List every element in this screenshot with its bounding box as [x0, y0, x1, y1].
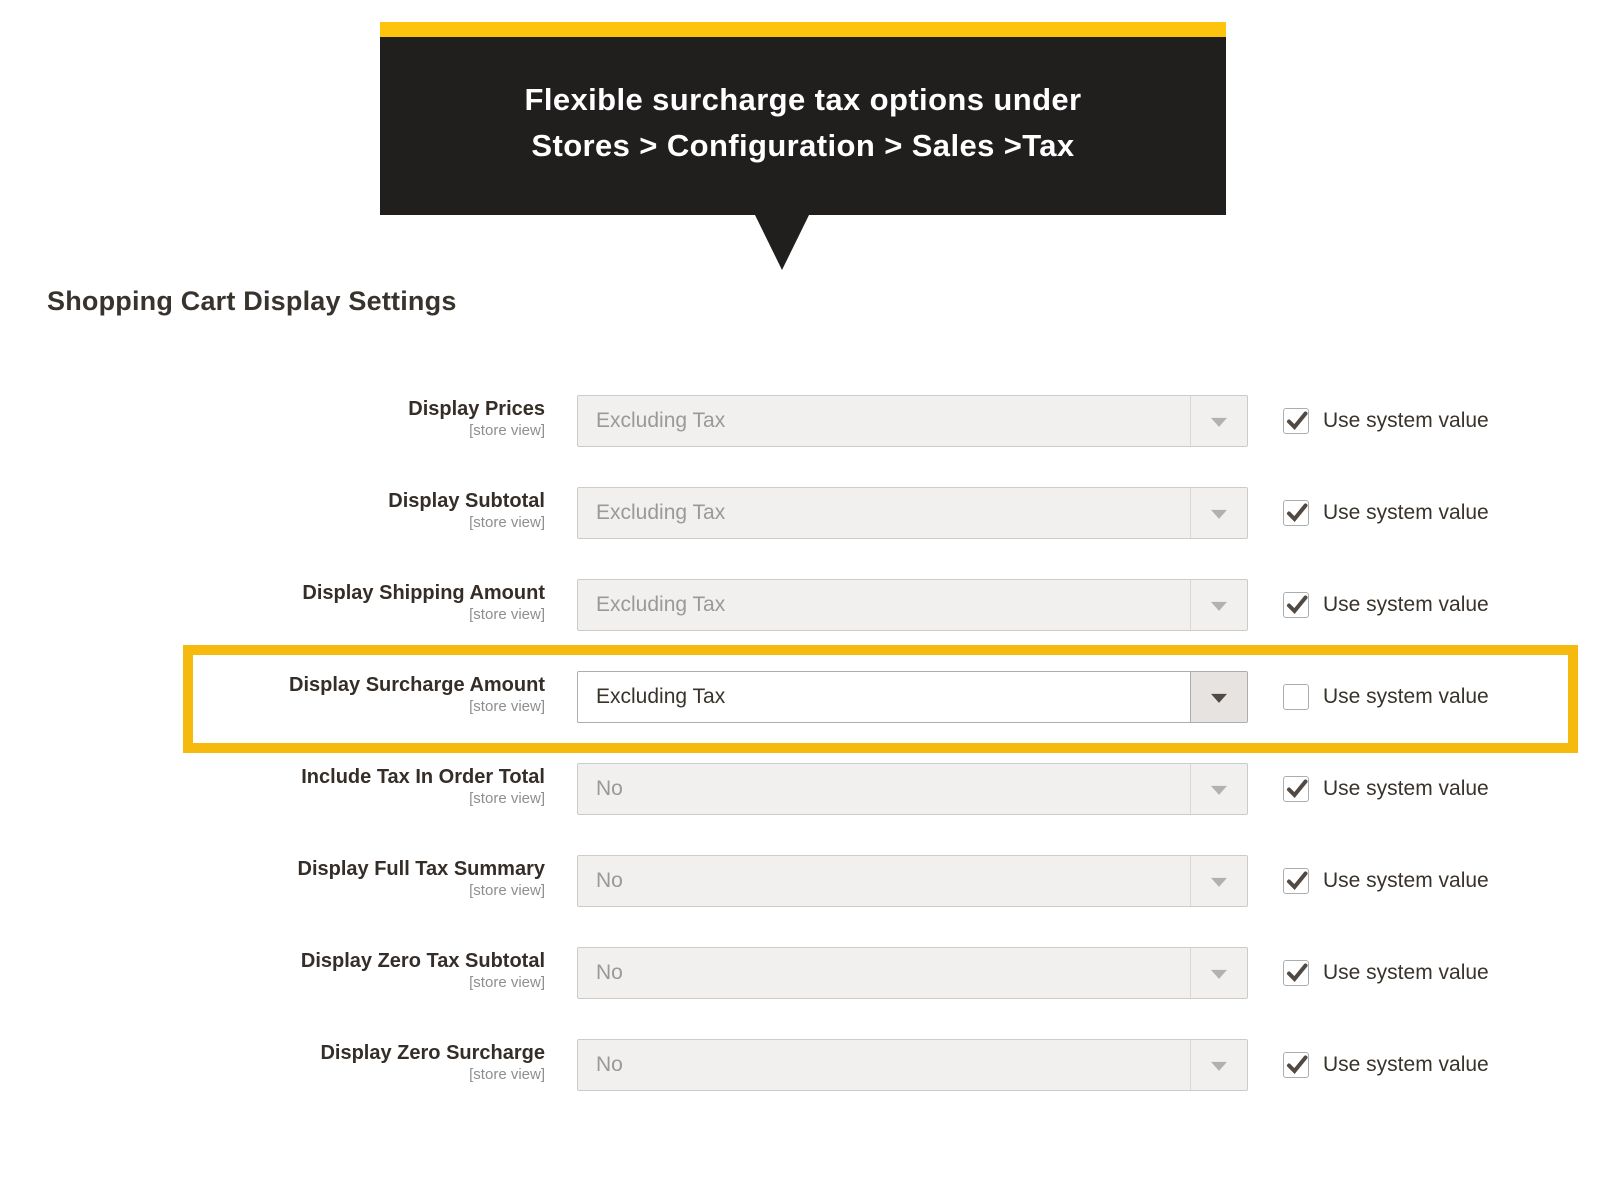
use-system-value-label: Use system value [1323, 961, 1489, 984]
use-system-value-checkbox[interactable] [1283, 1052, 1309, 1078]
setting-row-display-zero-surcharge [0, 1039, 1600, 1091]
select-value: Excluding Tax [596, 593, 726, 616]
use-system-value-label: Use system value [1323, 409, 1489, 432]
use-system-value-group [1283, 408, 1489, 434]
use-system-value-checkbox[interactable] [1283, 684, 1309, 710]
use-system-value-checkbox[interactable] [1283, 408, 1309, 434]
chevron-down-icon [1211, 418, 1227, 427]
field-label-block [25, 766, 545, 808]
field-scope-label: [store view] [469, 1066, 545, 1083]
select-arrow-box[interactable] [1190, 488, 1247, 538]
field-label: Display Zero Tax Subtotal [300, 950, 545, 972]
field-label-block [25, 1042, 545, 1084]
field-label: Display Shipping Amount [302, 582, 545, 604]
field-label-block [25, 490, 545, 532]
setting-row-display-shipping-amount [0, 579, 1600, 631]
field-scope-label: [store view] [469, 790, 545, 807]
settings-rows [0, 395, 1600, 1131]
select-value: No [596, 961, 623, 984]
field-select [577, 487, 1248, 539]
check-icon [1285, 777, 1309, 801]
use-system-value-label: Use system value [1323, 593, 1489, 616]
field-scope-label: [store view] [469, 606, 545, 623]
field-label-block [25, 858, 545, 900]
check-icon [1285, 869, 1309, 893]
use-system-value-group [1283, 1052, 1489, 1078]
chevron-down-icon [1211, 510, 1227, 519]
check-icon [1285, 409, 1309, 433]
field-label-block [25, 398, 545, 440]
tooltip-callout [380, 22, 1226, 215]
check-icon [1285, 593, 1309, 617]
chevron-down-icon [1211, 786, 1227, 795]
use-system-value-checkbox[interactable] [1283, 776, 1309, 802]
field-label: Display Full Tax Summary [297, 858, 545, 880]
field-label: Display Subtotal [388, 490, 545, 512]
use-system-value-checkbox[interactable] [1283, 868, 1309, 894]
chevron-down-icon [1211, 694, 1227, 703]
chevron-down-icon [1211, 878, 1227, 887]
setting-row-display-zero-tax-subtotal [0, 947, 1600, 999]
setting-row-display-surcharge-amount [0, 671, 1600, 723]
select-value: Excluding Tax [596, 685, 726, 708]
select-arrow-box[interactable] [1190, 764, 1247, 814]
field-scope-label: [store view] [469, 974, 545, 991]
check-icon [1285, 1053, 1309, 1077]
field-select [577, 947, 1248, 999]
field-select [577, 579, 1248, 631]
tooltip-line-2: Stores > Configuration > Sales >Tax [531, 127, 1075, 163]
field-label: Display Surcharge Amount [289, 674, 545, 696]
field-select [577, 395, 1248, 447]
use-system-value-group [1283, 776, 1489, 802]
chevron-down-icon [1211, 970, 1227, 979]
select-arrow-box[interactable] [1190, 856, 1247, 906]
tooltip-pointer-icon [755, 215, 809, 270]
select-value: No [596, 1053, 623, 1076]
select-value: No [596, 777, 623, 800]
use-system-value-label: Use system value [1323, 777, 1489, 800]
field-scope-label: [store view] [469, 698, 545, 715]
field-select [577, 763, 1248, 815]
tooltip-text [380, 37, 1226, 215]
tooltip-line-1: Flexible surcharge tax options under [524, 82, 1082, 117]
select-value: Excluding Tax [596, 501, 726, 524]
check-icon [1285, 501, 1309, 525]
use-system-value-label: Use system value [1323, 685, 1489, 708]
field-scope-label: [store view] [469, 514, 545, 531]
select-arrow-box[interactable] [1190, 672, 1247, 722]
field-scope-label: [store view] [469, 422, 545, 439]
use-system-value-group [1283, 500, 1489, 526]
page-title: Shopping Cart Display Settings [47, 286, 457, 316]
tooltip-accent-bar [380, 22, 1226, 37]
select-arrow-box[interactable] [1190, 580, 1247, 630]
field-select [577, 1039, 1248, 1091]
use-system-value-group [1283, 592, 1489, 618]
use-system-value-group [1283, 960, 1489, 986]
select-arrow-box[interactable] [1190, 396, 1247, 446]
use-system-value-group [1283, 868, 1489, 894]
use-system-value-label: Use system value [1323, 869, 1489, 892]
field-label-block [25, 950, 545, 992]
field-select [577, 855, 1248, 907]
field-label: Display Prices [408, 398, 545, 420]
field-label-block [25, 582, 545, 624]
chevron-down-icon [1211, 602, 1227, 611]
field-select[interactable] [577, 671, 1248, 723]
field-label: Display Zero Surcharge [320, 1042, 545, 1064]
use-system-value-checkbox[interactable] [1283, 592, 1309, 618]
use-system-value-checkbox[interactable] [1283, 960, 1309, 986]
setting-row-display-prices [0, 395, 1600, 447]
select-arrow-box[interactable] [1190, 948, 1247, 998]
field-label-block [25, 674, 545, 716]
use-system-value-checkbox[interactable] [1283, 500, 1309, 526]
setting-row-display-full-tax-summary [0, 855, 1600, 907]
setting-row-include-tax-in-order-total [0, 763, 1600, 815]
use-system-value-label: Use system value [1323, 501, 1489, 524]
select-value: No [596, 869, 623, 892]
chevron-down-icon [1211, 1062, 1227, 1071]
field-label: Include Tax In Order Total [301, 766, 545, 788]
field-scope-label: [store view] [469, 882, 545, 899]
use-system-value-group [1283, 684, 1489, 710]
use-system-value-label: Use system value [1323, 1053, 1489, 1076]
select-arrow-box[interactable] [1190, 1040, 1247, 1090]
setting-row-display-subtotal [0, 487, 1600, 539]
select-value: Excluding Tax [596, 409, 726, 432]
check-icon [1285, 961, 1309, 985]
